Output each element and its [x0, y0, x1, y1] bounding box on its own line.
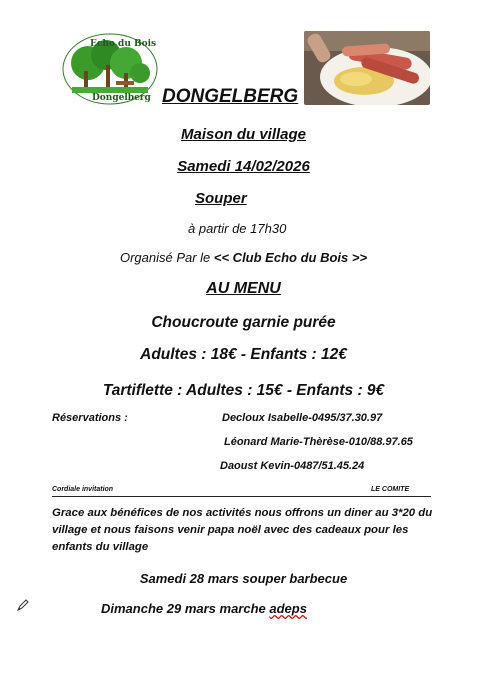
event-place: Maison du village — [180, 126, 307, 143]
reservation-contact: Daoust Kevin-0487/51.45.24 — [220, 460, 365, 472]
le-comite: LE COMITE — [371, 486, 410, 493]
menu-dish: Choucroute garnie purée — [151, 314, 336, 331]
pen-icon — [17, 598, 29, 610]
svg-text:Dongelberg: Dongelberg — [92, 93, 151, 103]
organizer-line — [0, 250, 487, 265]
choucroute-photo — [304, 31, 430, 105]
event-meal: Souper — [195, 190, 247, 207]
event-barbecue: Samedi 28 mars souper barbecue — [139, 571, 348, 586]
event-date: Samedi 14/02/2026 — [177, 158, 310, 175]
menu-prices: Adultes : 18€ - Enfants : 12€ — [140, 346, 347, 363]
svg-text:Echo du Bois: Echo du Bois — [90, 39, 157, 49]
spellcheck-flagged-word: adeps — [269, 601, 307, 616]
echo-du-bois-logo — [62, 33, 158, 105]
event-adeps — [101, 601, 307, 616]
reservations-label: Réservations : — [52, 412, 128, 424]
menu-alternative: Tartiflette : Adultes : 15€ - Enfants : 9€ — [102, 382, 385, 399]
reservation-contact: Léonard Marie-Thèrèse-010/88.97.65 — [224, 436, 413, 448]
divider-line — [52, 496, 431, 497]
reservation-contact: Decloux Isabelle-0495/37.30.97 — [222, 412, 383, 424]
benefits-paragraph: Grace aux bénéfices de nos activités nous offrons un diner au 3*20 du village et nous faisons venir papa noël avec des cadeaux pour les enfants du village — [52, 507, 433, 553]
event-title: DONGELBERG — [162, 86, 299, 107]
event-adeps-text: Dimanche 29 mars marche — [101, 601, 270, 616]
organizer-name: << Club Echo du Bois >> — [213, 250, 368, 265]
organizer-prefix: Organisé Par le — [119, 250, 214, 265]
cordiale-invitation: Cordiale invitation — [52, 486, 114, 493]
menu-heading: AU MENU — [206, 280, 281, 297]
event-time: à partir de 17h30 — [188, 221, 287, 236]
